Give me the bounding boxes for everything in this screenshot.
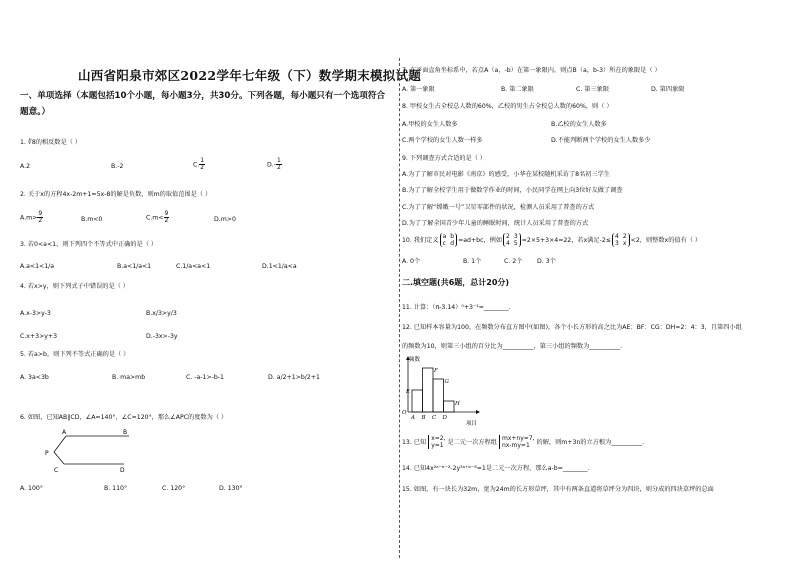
q9-option-d: D.为了了解全国青少年儿童的睡眠时间，统计人员采用了普查的方式 — [402, 220, 589, 227]
solution-system: x=2, y=1 — [428, 435, 445, 449]
q14: 14. 已知4x²ᵃ⁻ᵇ⁻²-2y³ᵃ⁺ᵇ⁻⁸=1是二元一次方程，那么a-b=________. — [402, 465, 590, 472]
q1-option-d: D.- $\frac{1}{2}$ — [267, 157, 281, 171]
origin-label: O — [402, 410, 407, 416]
q5-stem: 5. 若a>b，则下列不等式正确的是（ ） — [20, 351, 130, 358]
q3-stem: 3. 若0<a<1，则下列四个不等式中正确的是（ ） — [20, 241, 158, 248]
q2-stem: 2. 关于x的方程4x-2m+1=5x-8的解是负数，则m的取值范围是（ ） — [20, 191, 212, 198]
label-c: C — [54, 467, 59, 474]
q4-stem: 4. 若x>y，则下列式子中错误的是（ ） — [20, 283, 129, 290]
q7-stem: 7. 在平面直角坐标系中，若点A（a，-b）在第一象限内，则点B（a，b-3）所在的象限是（ ） — [402, 67, 661, 74]
q7-option-a: A. 第一象限 — [402, 86, 435, 93]
page-title: 山西省阳泉市郊区2022学年七年级（下）数学期末模拟试题 — [78, 68, 422, 83]
angle-apc — [54, 436, 66, 464]
q2-option-c: C.m< $\frac{9}{2}$ — [146, 210, 169, 224]
q1-option-b: B.-2 — [111, 163, 124, 170]
label-b: B — [123, 429, 128, 436]
matrix-example: 2 3 4 5 — [503, 233, 521, 247]
q6-option-b: B. 110° — [104, 485, 128, 492]
q4-option-b: B.x/3>y/3 — [146, 310, 177, 317]
q11: 11. 计算：（π-3.14）⁰+3⁻¹=________. — [402, 304, 511, 311]
matrix-condition: 4 2 3 x — [612, 233, 630, 247]
label-p: P — [45, 450, 49, 457]
q8-stem: 8. 甲校女生占全校总人数的60%，乙校的男生占全校总人数的60%，则（ ） — [402, 103, 613, 110]
q3-option-d: D.1<1/a<a — [262, 263, 297, 270]
q9-stem: 9. 下列调查方式合适的是（ ） — [402, 155, 487, 162]
q9-option-b: B.为了了解全校学生用于做数学作业的时间，小民同学在网上向3位好友做了调查 — [402, 187, 623, 194]
q2-option-a: A.m> $\frac{9}{2}$ — [20, 210, 43, 224]
bar-top-label-h: H — [455, 401, 460, 407]
q5-option-b: B. ma>mb — [112, 374, 146, 381]
q5-option-a: A. 3a<3b — [20, 374, 49, 381]
q9-option-a: A.为了了解市民对电影《南京》的感受，小华在某校随机采访了8名初三学生 — [402, 171, 611, 178]
column-divider — [399, 58, 400, 558]
label-a: A — [62, 429, 67, 436]
label-d: D — [120, 467, 125, 474]
bar-bottom-label-a: A — [411, 415, 415, 421]
q7-option-c: C. 第三象限 — [576, 86, 610, 93]
x-axis-label: 项目 — [466, 421, 478, 427]
bar-bottom-label-b: B — [421, 415, 426, 421]
histogram-bar-3 — [433, 379, 444, 412]
bar-top-label-g: G — [444, 379, 449, 385]
q3-option-a: A.a<1<1/a — [20, 263, 55, 270]
q12-histogram — [398, 352, 498, 428]
histogram-bar-2 — [423, 368, 434, 412]
section-two-heading: 二.填空题(共6题，总计20分) — [402, 278, 510, 287]
q7-option-d: D. 第四象限 — [651, 86, 685, 93]
q12-line2: 的频数为10，则第三小组的百分比为__________，第三小组的频数为__________. — [402, 343, 623, 350]
q5-option-d: D. a/2+1>b/2+1 — [268, 374, 320, 381]
q2-option-d: D.m>0 — [214, 216, 236, 223]
q10-option-c: C. 2个 — [504, 258, 523, 265]
q8-option-a: A.甲校的女生人数多 — [402, 121, 458, 128]
bar-top-label-e: E — [406, 389, 411, 395]
q1-stem: 1. ∛8的相反数是（ ） — [20, 139, 82, 146]
q6-option-a: A. 100° — [20, 485, 43, 492]
q8-option-b: B.乙校的女生人数多 — [551, 121, 607, 128]
section-one-heading: 一、单项选择（本题包括10个小题，每小题3分，共30分。下列各题，每小题只有一个选项符合 — [20, 91, 386, 101]
q13-stem: 13. 已知 x=2, y=1 是二元一次方程组 mx+ny=7, nx-my=1 的解，则m+3n的立方根为__________. — [402, 435, 645, 449]
q2-option-b: B.m<0 — [81, 216, 103, 223]
q10-option-d: D. 3个 — [537, 258, 556, 265]
q4-option-d: D.-3x>-3y — [146, 333, 178, 340]
histogram-plot — [402, 356, 480, 421]
q15: 15. 如图，有一块长为32m，宽为24m的长方形草坪，其中有两条直道将草坪分为四块，则分成的四块草坪的总面 — [402, 486, 714, 493]
bar-top-label-f: F — [434, 368, 438, 374]
q10-option-a: A. 0个 — [402, 258, 421, 265]
x-axis-arrow — [476, 410, 480, 414]
q7-option-b: B. 第二象限 — [501, 86, 534, 93]
q6-stem: 6. 如图，已知AB∥CD，∠A=140°，∠C=120°，那么∠APC的度数为（ ） — [20, 414, 228, 421]
q3-option-b: B.a<1/a<1 — [117, 263, 152, 270]
q8-option-c: C.两个学校的女生人数一样多 — [402, 137, 483, 144]
histogram-bar-4 — [444, 401, 455, 412]
q4-option-a: A.x-3>y-3 — [20, 310, 51, 317]
y-axis-label: 频数 — [409, 357, 421, 363]
matrix-abcd: a b c d — [440, 233, 458, 247]
section-one-heading-cont: 题意。） — [20, 107, 51, 117]
q5-option-c: C. -a-1>-b-1 — [186, 374, 224, 381]
q12-line1: 12. 已知样本容量为100，在频数分布直方图中(如图)，各个小长方形的高之比为AE：BF：CG：DH=2：4：3，且第四小组 — [402, 324, 742, 331]
bar-bottom-label-d: D — [442, 415, 447, 421]
equation-system: mx+ny=7, nx-my=1 — [499, 435, 535, 449]
q9-option-c: C.为了了解“嫦娥一号”卫星零部件的状况，检测人员采用了普查的方式 — [402, 204, 595, 211]
q8-option-d: D.不能判断两个学校的女生人数多少 — [551, 137, 651, 144]
q3-option-c: C.1/a<a<1 — [176, 263, 211, 270]
q6-option-d: D. 130° — [219, 485, 243, 492]
q10-option-b: B. 1个 — [463, 258, 482, 265]
q1-option-c: C. $\frac{1}{2}$ — [193, 157, 205, 171]
bar-bottom-label-c: C — [432, 415, 437, 421]
q6-option-c: C. 120° — [162, 485, 186, 492]
q10-stem: 10. 我们定义 a b c d =ad+bc，例如 2 3 4 5 =2×5+3×4=22，若x满足-2≤ 4 2 3 x <2，则整数x的值有（ ） — [402, 233, 702, 247]
histogram-bar-1 — [412, 390, 423, 412]
q4-option-c: C.x+3>y+3 — [20, 333, 58, 340]
q1-option-a: A.2 — [20, 163, 31, 170]
q6-figure — [44, 428, 140, 474]
